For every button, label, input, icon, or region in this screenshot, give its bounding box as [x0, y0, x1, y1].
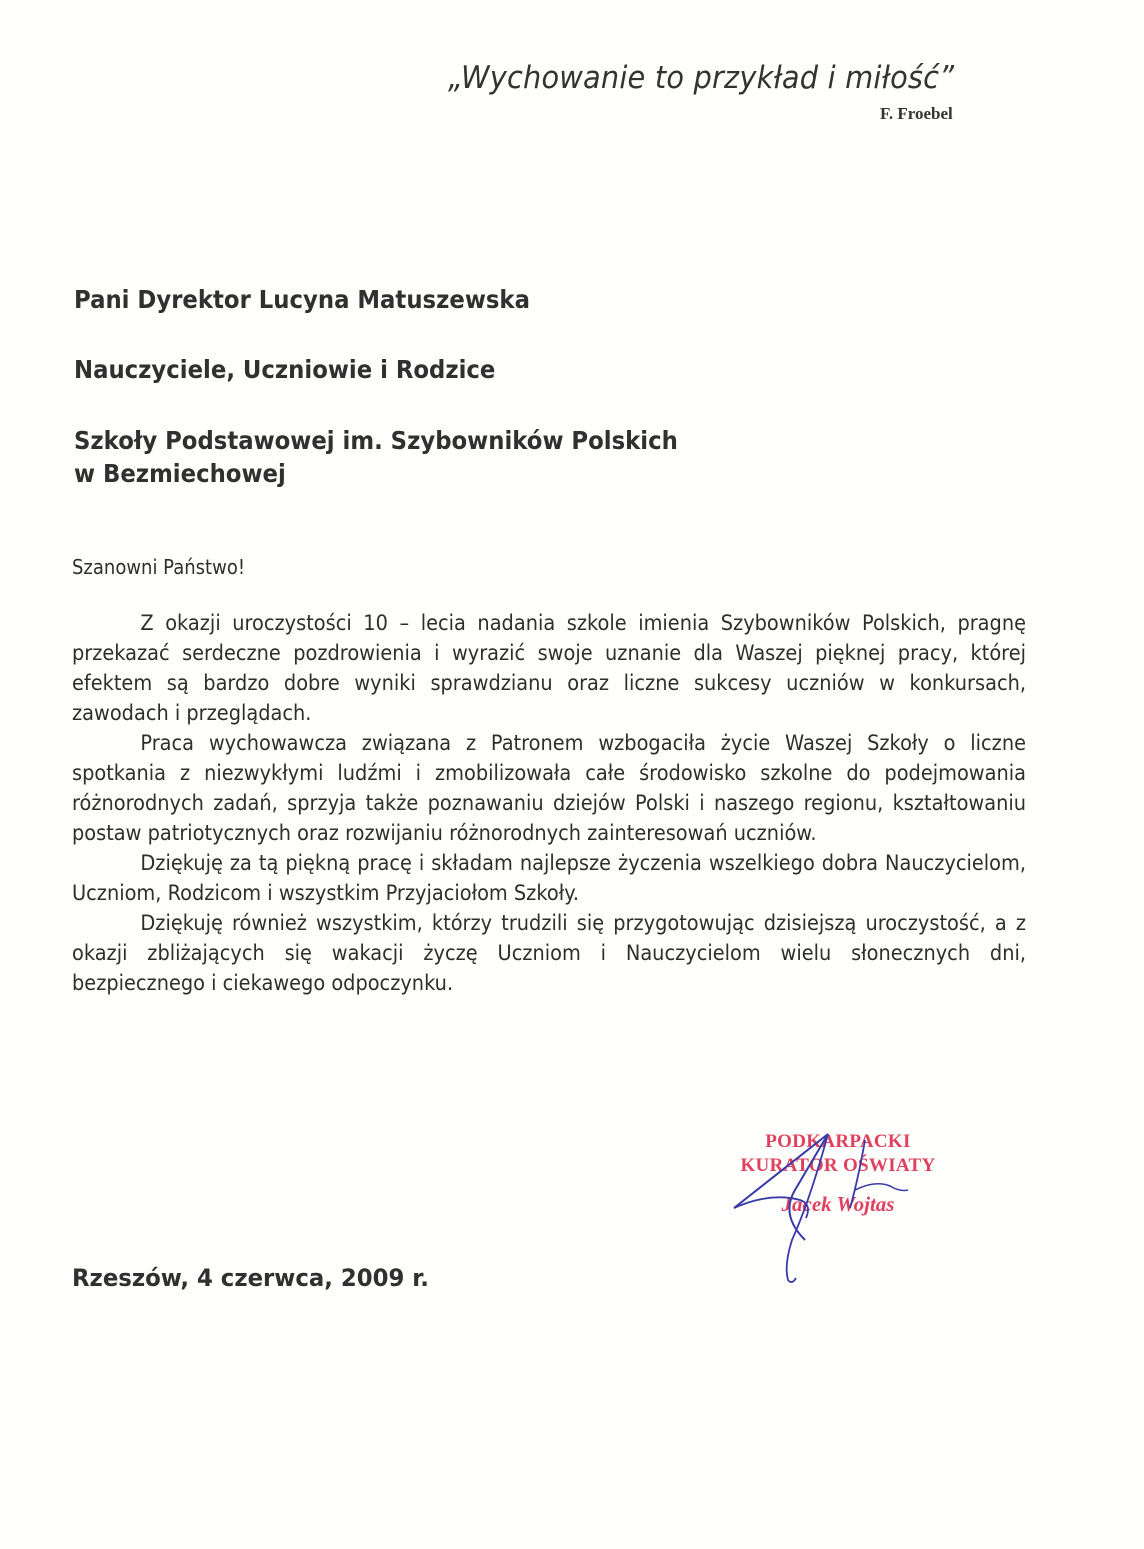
paragraph: Dziękuję za tą piękną pracę i składam najlepsze życzenia wszelkiego dobra Nauczycielom, Uczniom, Rodzicom i wszystkim Przyjaciołom Szkoły. [72, 851, 1026, 906]
handwritten-signature [700, 1120, 960, 1290]
salutation: Szanowni Państwo! [72, 555, 246, 579]
paragraph: Praca wychowawcza związana z Patronem wzbogaciła życie Waszej Szkoły o liczne spotkania z niezwykłymi ludźmi i zmobilizowała całe środowisko szkolne do podejmowania różnorodnych zadań, sprzyja także poznawaniu dziejów Polski i naszego regionu, kształtowaniu postaw patriotycznych oraz rozwijaniu różnorodnych zainteresowań uczniów. [72, 731, 1026, 846]
stamp-name: Jacek Wojtas [781, 1192, 895, 1216]
place-and-date: Rzeszów, 4 czerwca, 2009 r. [72, 1264, 429, 1292]
motto-author: F. Froebel [880, 104, 953, 123]
motto-quote: „Wychowanie to przykład i miłość” [448, 60, 955, 96]
letter-body [72, 609, 1026, 999]
addressee-community: Nauczyciele, Uczniowie i Rodzice [74, 355, 496, 384]
stamp-office: KURATOR OŚWIATY [740, 1155, 936, 1176]
addressee-school: Szkoły Podstawowej im. Szybowników Polskich [74, 426, 678, 455]
addressee-director: Pani Dyrektor Lucyna Matuszewska [74, 285, 530, 314]
stamp-region: PODKARPACKI [765, 1131, 911, 1152]
paragraph: Dziękuję również wszystkim, którzy trudzili się przygotowując dzisiejszą uroczystość, a z okazji zbliżających się wakacji życzę Uczniom i Nauczycielom wielu słonecznych dni, bezpiecznego i ciekawego odpoczynku. [72, 911, 1026, 996]
paragraph: Z okazji uroczystości 10 – lecia nadania szkole imienia Szybowników Polskich, pragnę przekazać serdeczne pozdrowienia i wyrazić swoje uznanie dla Waszej pięknej pracy, której efektem są bardzo dobre wyniki sprawdzianu oraz liczne sukcesy uczniów w konkursach, zawodach i przeglądach. [72, 611, 1026, 726]
addressee-location: w Bezmiechowej [74, 459, 286, 488]
